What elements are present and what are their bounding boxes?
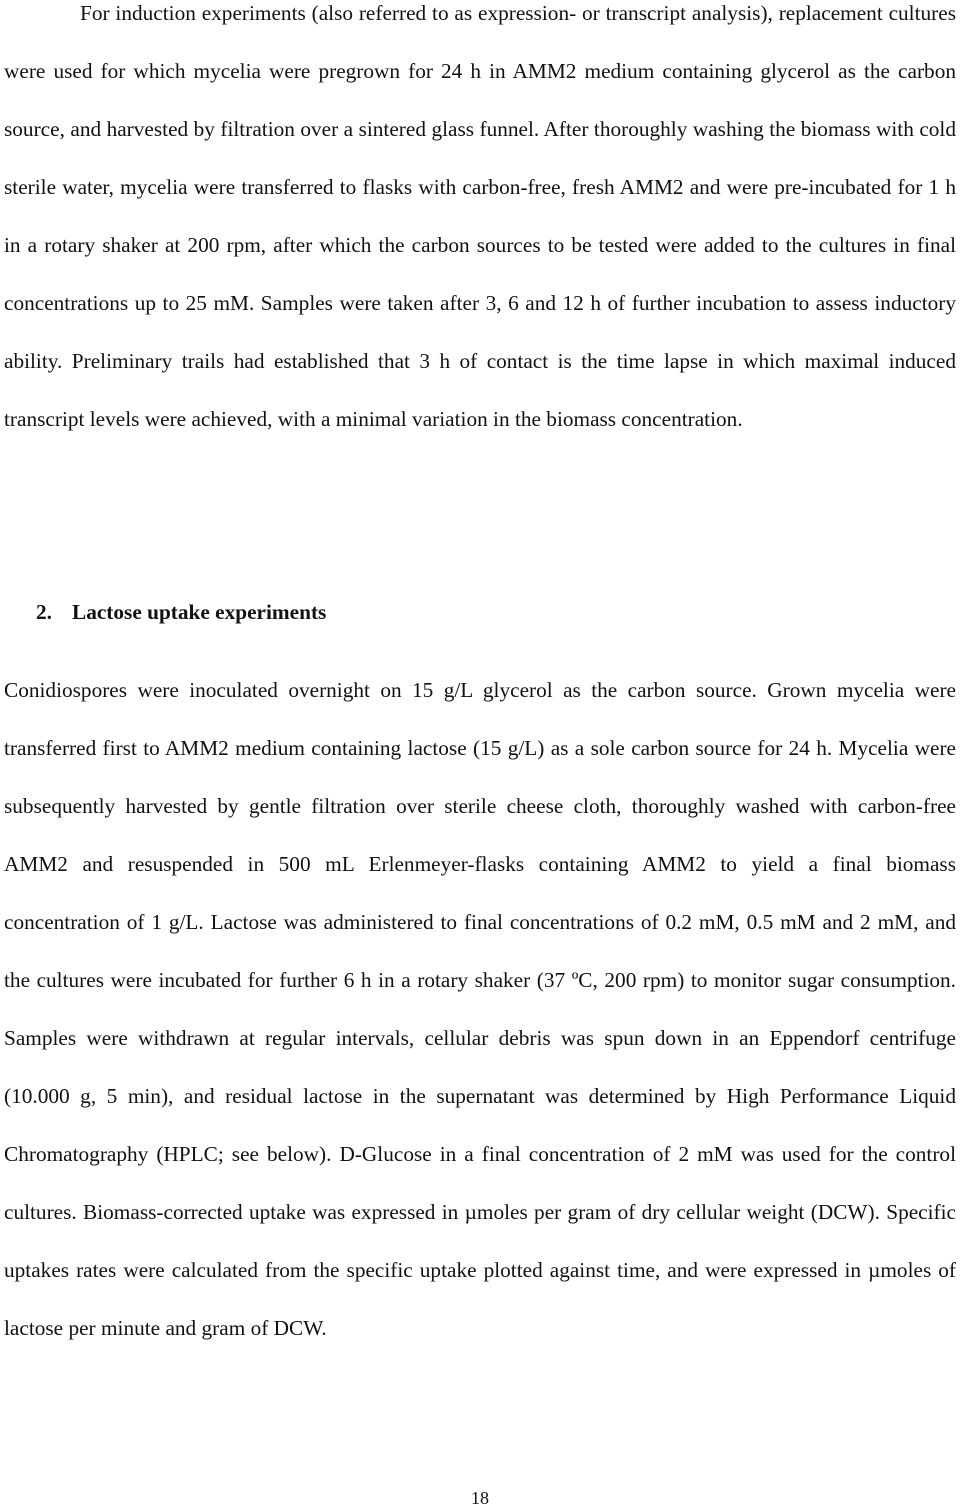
section-heading-lactose-uptake	[4, 592, 326, 632]
section-title: Lactose uptake experiments	[72, 600, 327, 624]
paragraph-induction-experiments: For induction experiments (also referred to as expression- or transcript analysis), replacement cultures were used for which mycelia were pregrown for 24 h in AMM2 medium containing glycerol as the carbon source, and harvested by filtration over a sintered glass funnel. After thoroughly washing the biomass with cold sterile water, mycelia were transferred to flasks with carbon-free, fresh AMM2 and were pre-incubated for 1 h in a rotary shaker at 200 rpm, after which the carbon sources to be tested were added to the cultures in final concentrations up to 25 mM. Samples were taken after 3, 6 and 12 h of further incubation to assess inductory ability. Preliminary trails had established that 3 h of contact is the time lapse in which maximal induced transcript levels were achieved, with a minimal variation in the biomass concentration.	[4, 1, 956, 431]
paragraph-lactose-uptake: Conidiospores were inoculated overnight on 15 g/L glycerol as the carbon source. Grown mycelia were transferred first to AMM2 medium containing lactose (15 g/L) as a sole carbon source for 24 h. Mycelia were subsequently harvested by gentle filtration over sterile cheese cloth, thoroughly washed with carbon-free AMM2 and resuspended in 500 mL Erlenmeyer-flasks containing AMM2 to yield a final biomass concentration of 1 g/L. Lactose was administered to final concentrations of 0.2 mM, 0.5 mM and 2 mM, and the cultures were incubated for further 6 h in a rotary shaker (37 ºC, 200 rpm) to monitor sugar consumption. Samples were withdrawn at regular intervals, cellular debris was spun down in an Eppendorf centrifuge (10.000 g, 5 min), and residual lactose in the supernatant was determined by High Performance Liquid Chromatography (HPLC; see below). D-Glucose in a final concentration of 2 mM was used for the control cultures. Biomass-corrected uptake was expressed in µmoles per gram of dry cellular weight (DCW). Specific uptakes rates were calculated from the specific uptake plotted against time, and were expressed in µmoles of lactose per minute and gram of DCW.	[4, 678, 956, 1340]
page-number: 18	[471, 1488, 489, 1508]
section-number: 2.	[36, 600, 52, 624]
